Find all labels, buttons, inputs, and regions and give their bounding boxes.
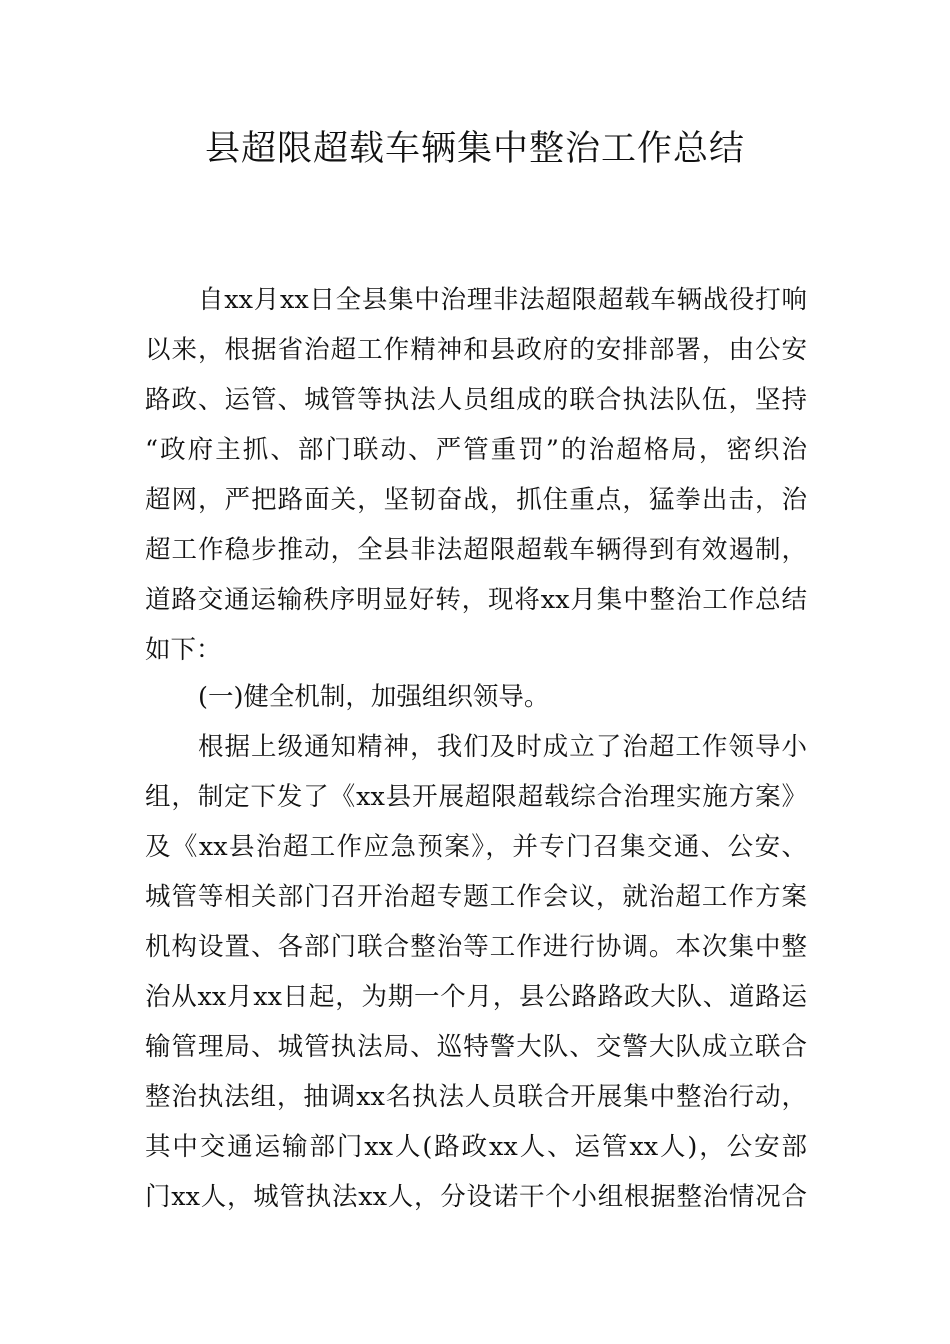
body-line: 及《xx县治超工作应急预案》，并专门召集交通、公安、 <box>145 832 807 862</box>
body-line: 自xx月xx日全县集中治理非法超限超载车辆战役打响 <box>198 285 807 315</box>
document-title: 县超限超载车辆集中整治工作总结 <box>204 129 745 169</box>
body-line: 输管理局、城管执法局、巡特警大队、交警大队成立联合 <box>145 1032 807 1062</box>
body-line: 组，制定下发了《xx县开展超限超载综合治理实施方案》 <box>145 782 807 812</box>
body-line: 其中交通运输部门xx人(路政xx人、运管xx人)，公安部 <box>145 1132 807 1162</box>
body-line: 超网，严把路面关，坚韧奋战，抓住重点，猛拳出击，治 <box>145 485 807 515</box>
body-line: 机构设置、各部门联合整治等工作进行协调。本次集中整 <box>145 932 807 962</box>
body-line: 城管等相关部门召开治超专题工作会议，就治超工作方案 <box>145 882 807 912</box>
body-line: 路政、运管、城管等执法人员组成的联合执法队伍，坚持 <box>145 385 807 415</box>
section-heading: (一)健全机制，加强组织领导。 <box>198 682 550 712</box>
body-line: 根据上级通知精神，我们及时成立了治超工作领导小 <box>198 732 807 762</box>
body-line: 门xx人，城管执法xx人，分设诺干个小组根据整治情况合 <box>145 1182 807 1212</box>
body-line: 整治执法组，抽调xx名执法人员联合开展集中整治行动， <box>145 1082 807 1112</box>
body-line: “政府主抓、部门联动、严管重罚”的治超格局，密织治 <box>145 435 807 465</box>
body-line: 以来，根据省治超工作精神和县政府的安排部署，由公安 <box>145 335 807 365</box>
body-line: 如下： <box>145 635 222 665</box>
body-line: 道路交通运输秩序明显好转，现将xx月集中整治工作总结 <box>145 585 807 615</box>
body-line: 治从xx月xx日起，为期一个月，县公路路政大队、道路运 <box>145 982 807 1012</box>
body-line: 超工作稳步推动，全县非法超限超载车辆得到有效遏制， <box>145 535 807 565</box>
